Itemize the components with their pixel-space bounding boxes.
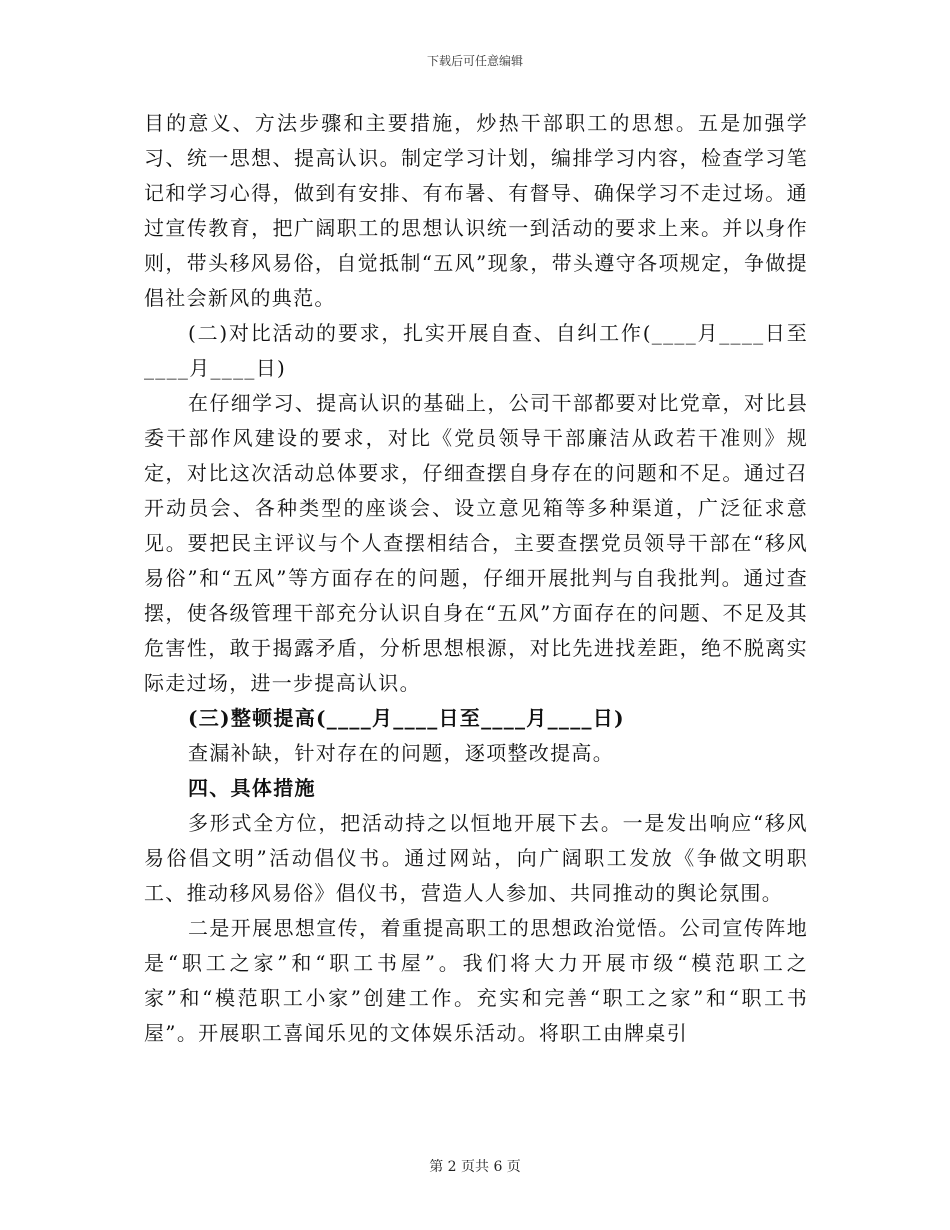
paragraph: 查漏补缺，针对存在的问题，逐项整改提高。 [188, 741, 614, 765]
section-heading-4: 四、具体措施 [188, 776, 316, 800]
paragraph: 多形式全方位，把活动持之以恒地开展下去。一是发出响应“移风易俗倡文明”活动倡仪书。通过网站，向广阔职工发放《争做文明职工、推动移风易俗》倡仪书，营造人人参加、共同推动的舆论氛围。 [144, 811, 808, 905]
document-body [144, 106, 808, 1051]
section-heading-3: (三)整顿提高(____月____日至____月____日) [188, 706, 625, 730]
page-number: 第 2 页共 6 页 [429, 1159, 521, 1175]
paragraph-continued: 目的意义、方法步骤和主要措施，炒热干部职工的思想。五是加强学习、统一思想、提高认识。制定学习计划，编排学习内容，检查学习笔记和学习心得，做到有安排、有布暑、有督导、确保学习不走过场。通过宣传教育，把广阔职工的思想认识统一到活动的要求上来。并以身作则，带头移风易俗，自觉抵制“五风”现象，带头遵守各项规定，争做提倡社会新风的典范。 [144, 111, 808, 310]
paragraph: 二是开展思想宣传，着重提高职工的思想政治觉悟。公司宣传阵地是“职工之家”和“职工书屋”。我们将大力开展市级“模范职工之家”和“模范职工小家”创建工作。充实和完善“职工之家”和“职工书屋”。开展职工喜闻乐见的文体娱乐活动。将职工由牌桌引 [144, 916, 808, 1045]
section-heading-2: (二)对比活动的要求，扎实开展自查、自纠工作(____月____日至____月____日) [144, 321, 808, 380]
header-note: 下载后可任意编辑 [426, 54, 523, 68]
paragraph: 在仔细学习、提高认识的基础上，公司干部都要对比党章，对比县委干部作风建设的要求，对比《党员领导干部廉洁从政若干准则》规定，对比这次活动总体要求，仔细查摆自身存在的问题和不足。通过召开动员会、各种类型的座谈会、设立意见箱等多种渠道，广泛征求意见。要把民主评议与个人查摆相结合，主要查摆党员领导干部在“移风易俗”和“五风”等方面存在的问题，仔细开展批判与自我批判。通过查摆，使各级管理干部充分认识自身在“五风”方面存在的问题、不足及其危害性，敢于揭露矛盾，分析思想根源，对比先进找差距，绝不脱离实际走过场，进一步提高认识。 [144, 391, 808, 695]
